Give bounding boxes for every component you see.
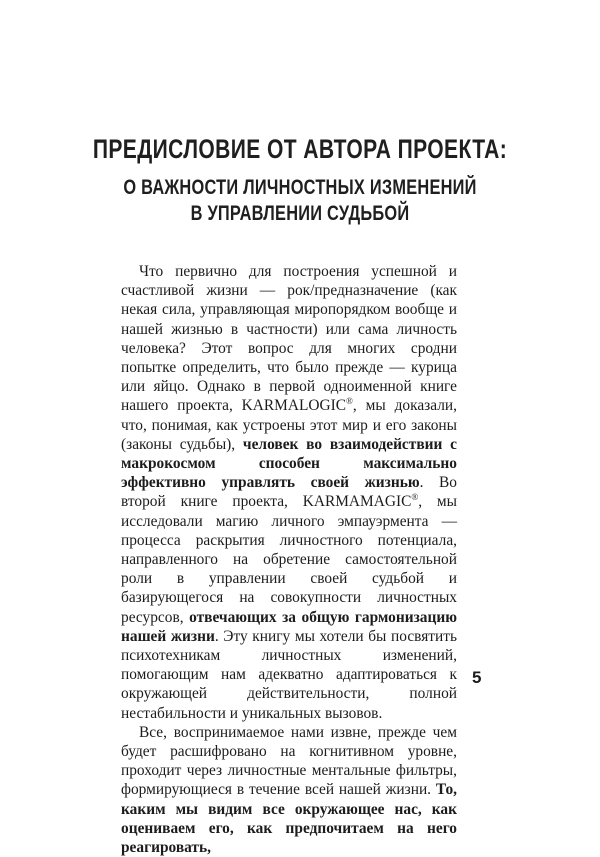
page-number: 5 <box>472 668 482 687</box>
chapter-subtitle <box>66 175 534 227</box>
paragraph-1-text-1: Что первично для построения успешной и счастливой жизни — рок/предназначение (как некая сила, управляющая миропорядком вообще и нашей жизнью в частности) или сама личность человека? Этот вопрос для многих сродни попытке определить, что было прежде — курица или яйцо. Однако в первой одноименной книге нашего проекта, KARMALOGIC <box>121 263 457 415</box>
paragraph-1-emphasis-1: человек во взаимодействии с макрокосмом способен максимально эффективно управлять своей жизнью <box>121 435 457 492</box>
registered-mark: ® <box>346 396 353 407</box>
paragraph-1-text-2: , мы доказали, что, понимая, как устроены этот мир и его законы (законы судьбы), <box>121 397 457 453</box>
paragraph-2-text-1: Все, воспринимаемое нами извне, прежде чем будет расшифровано на когнитивном уровне, проходит через личностные ментальные фильтры, формирующиеся в течение всей нашей жизни. <box>121 723 457 799</box>
body-text <box>121 262 457 857</box>
paragraph-1-emphasis-2: отвечающих за общую гармонизацию нашей жизни <box>121 608 457 645</box>
paragraph-2-emphasis-1: То, каким мы видим все окружающее нас, как оцениваем его, как предпочитаем на него реагировать, <box>121 781 457 857</box>
paragraph-1 <box>121 262 457 723</box>
chapter-subtitle-line-1: О ВАЖНОСТИ ЛИЧНОСТНЫХ ИЗМЕНЕНИЙ <box>123 176 477 199</box>
paragraph-1-text-5: . Эту книгу мы хотели бы посвятить психотехникам личностных изменений, помогающим нам адекватно адаптироваться к окружающей действительности, полной нестабильности и уникальных вызовов. <box>121 627 458 722</box>
paragraph-1-text-4: , мы исследовали магию личного эмпауэрмента — процесса раскрытия личностного потенциала, направленного на обретение самостоятельной роли в управлении своей судьбой и базирующегося на совокупности личностных ресурсов, <box>121 493 458 626</box>
paragraph-1-text-3: . Во второй книге проекта, KARMAMAGIC <box>121 474 457 511</box>
chapter-title: ПРЕДИСЛОВИЕ ОТ АВТОРА ПРОЕКТА: <box>92 134 508 164</box>
paragraph-2 <box>121 723 457 857</box>
registered-mark: ® <box>411 492 419 503</box>
chapter-subtitle-line-2: В УПРАВЛЕНИИ СУДЬБОЙ <box>190 202 410 225</box>
